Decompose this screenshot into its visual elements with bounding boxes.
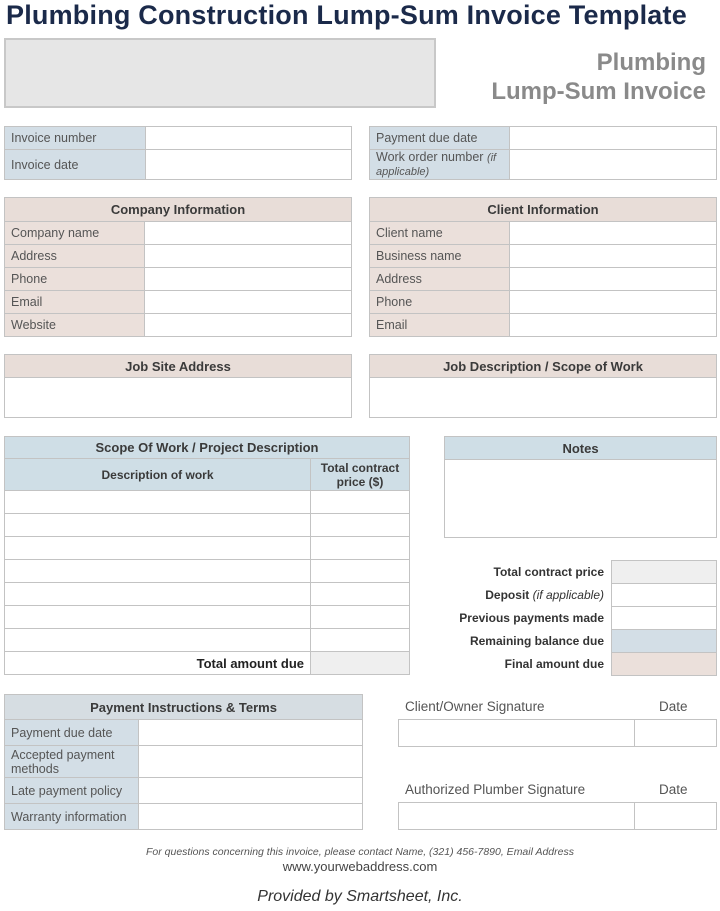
company-phone-label: Phone <box>5 268 145 291</box>
footer-contact: For questions concerning this invoice, please contact Name, (321) 456-7890, Email Address <box>145 846 574 858</box>
invoice-date-field[interactable] <box>146 150 352 180</box>
scope-row-price[interactable] <box>311 537 410 560</box>
deposit-label <box>485 588 604 602</box>
invoice-heading <box>491 48 706 106</box>
logo-placeholder[interactable] <box>4 38 436 108</box>
client-business-field[interactable] <box>510 245 717 268</box>
payment-due-date-field[interactable] <box>510 127 717 150</box>
company-address-label: Address <box>5 245 145 268</box>
invoice-heading-line2: Lump-Sum Invoice <box>491 78 706 105</box>
scope-col-description: Description of work <box>5 459 311 491</box>
client-address-label: Address <box>370 268 510 291</box>
client-info-table <box>369 197 717 337</box>
notes-header: Notes <box>445 437 717 460</box>
client-email-label: Email <box>370 314 510 337</box>
remaining-balance-field[interactable] <box>612 630 717 653</box>
total-contract-price-field[interactable] <box>612 561 717 584</box>
notes-table <box>444 436 717 538</box>
scope-row-price[interactable] <box>311 560 410 583</box>
plumber-signature-field[interactable] <box>399 803 635 830</box>
scope-row-description[interactable] <box>5 583 311 606</box>
company-website-field[interactable] <box>145 314 352 337</box>
previous-payments-label: Previous payments made <box>459 611 604 625</box>
company-name-label: Company name <box>5 222 145 245</box>
payment-due-label: Payment due date <box>5 720 139 746</box>
deposit-label-note: (if applicable) <box>532 588 604 602</box>
client-phone-field[interactable] <box>510 291 717 314</box>
company-email-label: Email <box>5 291 145 314</box>
client-signature-field[interactable] <box>399 720 635 747</box>
scope-row-price[interactable] <box>311 514 410 537</box>
scope-row-price[interactable] <box>311 629 410 652</box>
job-description-field[interactable] <box>370 378 717 418</box>
client-name-field[interactable] <box>510 222 717 245</box>
job-site-table <box>4 354 352 418</box>
scope-col-price: Total contract price ($) <box>311 459 410 491</box>
invoice-info-left <box>4 126 352 180</box>
client-signature-row <box>398 719 717 747</box>
plumber-date-label: Date <box>659 782 688 797</box>
warranty-label: Warranty information <box>5 804 139 830</box>
final-amount-label: Final amount due <box>504 657 604 671</box>
client-phone-label: Phone <box>370 291 510 314</box>
payment-due-field[interactable] <box>139 720 363 746</box>
remaining-balance-label: Remaining balance due <box>469 634 604 648</box>
company-website-label: Website <box>5 314 145 337</box>
client-name-label: Client name <box>370 222 510 245</box>
invoice-number-field[interactable] <box>146 127 352 150</box>
scope-table <box>4 436 410 675</box>
client-date-field[interactable] <box>635 720 717 747</box>
scope-header: Scope Of Work / Project Description <box>5 437 410 459</box>
notes-field[interactable] <box>445 460 717 538</box>
work-order-number-field[interactable] <box>510 150 717 180</box>
totals-values <box>611 560 717 676</box>
total-contract-price-label: Total contract price <box>493 565 604 579</box>
accepted-methods-label: Accepted payment methods <box>5 746 139 778</box>
scope-row-price[interactable] <box>311 491 410 514</box>
late-policy-label: Late payment policy <box>5 778 139 804</box>
total-amount-due-label: Total amount due <box>5 652 311 675</box>
accepted-methods-field[interactable] <box>139 746 363 778</box>
warranty-field[interactable] <box>139 804 363 830</box>
scope-row-description[interactable] <box>5 537 311 560</box>
footer-website[interactable]: www.yourwebaddress.com <box>282 859 438 874</box>
company-info-table <box>4 197 352 337</box>
job-description-header: Job Description / Scope of Work <box>370 355 717 378</box>
plumber-date-field[interactable] <box>635 803 717 830</box>
invoice-number-label: Invoice number <box>5 127 146 150</box>
deposit-field[interactable] <box>612 584 717 607</box>
invoice-date-label: Invoice date <box>5 150 146 180</box>
company-info-header: Company Information <box>5 198 352 222</box>
scope-row-description[interactable] <box>5 629 311 652</box>
deposit-label-text: Deposit <box>485 588 530 602</box>
work-order-number-label <box>370 150 510 180</box>
company-email-field[interactable] <box>145 291 352 314</box>
client-business-label: Business name <box>370 245 510 268</box>
client-address-field[interactable] <box>510 268 717 291</box>
job-site-header: Job Site Address <box>5 355 352 378</box>
scope-row-price[interactable] <box>311 583 410 606</box>
job-description-table <box>369 354 717 418</box>
late-policy-field[interactable] <box>139 778 363 804</box>
payment-header: Payment Instructions & Terms <box>5 695 363 720</box>
plumber-signature-row <box>398 802 717 830</box>
payment-table <box>4 694 363 830</box>
client-email-field[interactable] <box>510 314 717 337</box>
scope-row-description[interactable] <box>5 514 311 537</box>
scope-row-description[interactable] <box>5 560 311 583</box>
scope-row-description[interactable] <box>5 491 311 514</box>
invoice-info-right <box>369 126 717 180</box>
client-signature-label: Client/Owner Signature <box>405 699 545 714</box>
final-amount-field[interactable] <box>612 653 717 676</box>
company-phone-field[interactable] <box>145 268 352 291</box>
company-name-field[interactable] <box>145 222 352 245</box>
client-date-label: Date <box>659 699 688 714</box>
scope-row-price[interactable] <box>311 606 410 629</box>
previous-payments-field[interactable] <box>612 607 717 630</box>
work-order-note: (if applicable) <box>376 151 497 178</box>
work-order-number-text: Work order number <box>376 149 484 164</box>
total-amount-due-field[interactable] <box>311 652 410 675</box>
payment-due-date-label: Payment due date <box>370 127 510 150</box>
invoice-heading-line1: Plumbing <box>596 49 706 76</box>
scope-row-description[interactable] <box>5 606 311 629</box>
plumber-signature-label: Authorized Plumber Signature <box>405 782 586 797</box>
document-title: Plumbing Construction Lump-Sum Invoice Template <box>6 0 687 30</box>
footer-provided-by: Provided by Smartsheet, Inc. <box>257 888 463 905</box>
client-info-header: Client Information <box>370 198 717 222</box>
job-site-field[interactable] <box>5 378 352 418</box>
company-address-field[interactable] <box>145 245 352 268</box>
